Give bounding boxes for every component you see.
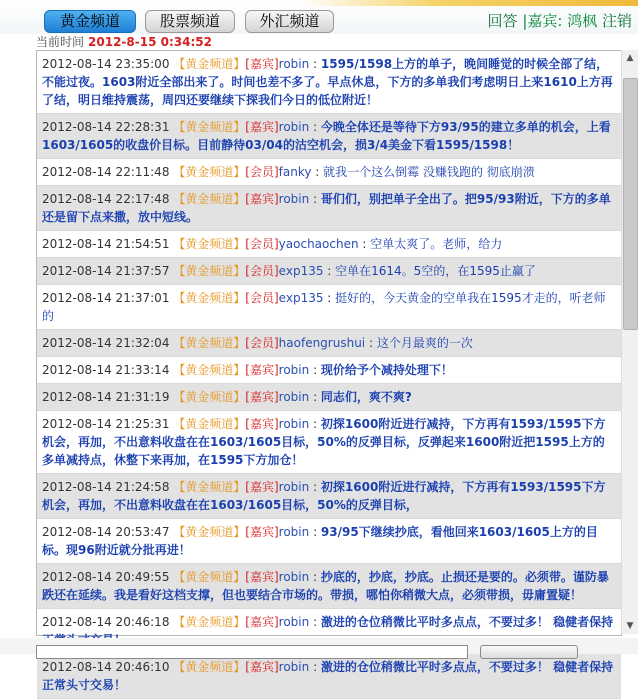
message-role: [会员] — [245, 291, 279, 305]
scroll-up-arrow-icon[interactable]: ▲ — [626, 53, 634, 63]
message-text: 哥们们，别把单子全出了。把95/93附近，下方的多单还是留下点来撒，放中短线。 — [42, 192, 611, 224]
message-channel: 【黄金频道】 — [173, 525, 246, 539]
message-user[interactable]: robin — [278, 390, 310, 404]
message-row: 2012-08-14 21:54:51 【黄金频道】[会员]yaochaochen : 空单太爽了。老师，给力 — [37, 231, 621, 258]
current-time — [36, 35, 212, 49]
message-time: 2012-08-14 23:35:00 — [42, 57, 170, 71]
message-channel: 【黄金频道】 — [173, 336, 246, 350]
message-time: 2012-08-14 22:28:31 — [42, 120, 170, 134]
message-time: 2012-08-14 21:24:58 — [42, 480, 170, 494]
message-user[interactable]: haofengrushui — [278, 336, 366, 350]
message-role: [嘉宾] — [245, 615, 279, 629]
message-text: 这个月最爽的一次 — [376, 336, 473, 350]
message-channel: 【黄金频道】 — [173, 264, 246, 278]
message-user[interactable]: robin — [278, 57, 310, 71]
message-time: 2012-08-14 22:11:48 — [42, 165, 170, 179]
scroll-down-arrow-icon[interactable]: ▼ — [626, 621, 634, 631]
message-role: [嘉宾] — [245, 192, 279, 206]
message-input[interactable] — [36, 645, 468, 659]
message-user[interactable]: yaochaochen — [278, 237, 359, 251]
tab-stock-channel[interactable]: 股票频道 — [145, 10, 235, 33]
message-channel: 【黄金频道】 — [173, 417, 246, 431]
message-channel: 【黄金频道】 — [173, 615, 246, 629]
message-role: [会员] — [245, 336, 279, 350]
message-role: [会员] — [245, 165, 279, 179]
message-time: 2012-08-14 21:32:04 — [42, 336, 170, 350]
message-user[interactable]: robin — [278, 120, 310, 134]
message-row: 2012-08-14 20:49:55 【黄金频道】[嘉宾]robin : 抄底的，抄底，抄底。止损还是要的。必须带。谨防暴跌还在延续。我是看好这档支撑，但也要结合市场的。带损，哪怕你稍微大点，必须带损，毋庸置疑！ — [37, 564, 621, 609]
message-time: 2012-08-14 21:54:51 — [42, 237, 170, 251]
message-row: 2012-08-14 21:25:31 【黄金频道】[嘉宾]robin : 初探1600附近进行减持，下方再有1593/1595下方机会，再加，不出意料收盘在在1603/1605目标，50%的反弹目标，反弹起来1600附近把1595上方的多单减持点，休整下来再加，在1595下方加仓！ — [37, 411, 621, 474]
message-text: 空单在1614。5空的，在1595止赢了 — [335, 264, 536, 278]
message-text: 初探1600附近进行减持，下方再有1593/1595下方机会，再加，不出意料收盘在在1603/1605目标，50%的反弹目标，反弹起来1600附近把1595上方的多单减持点，休整下来再加，在1595下方加仓！ — [42, 417, 606, 467]
message-user[interactable]: robin — [278, 660, 310, 674]
message-user[interactable]: robin — [278, 363, 310, 377]
message-row: 2012-08-14 21:32:04 【黄金频道】[会员]haofengrushui : 这个月最爽的一次 — [37, 330, 621, 357]
message-channel: 【黄金频道】 — [173, 480, 246, 494]
message-role: [嘉宾] — [245, 570, 279, 584]
message-text: 就我一个这么倒霉 没赚钱跑的 彻底崩溃 — [323, 165, 535, 179]
message-role: [嘉宾] — [245, 363, 279, 377]
current-time-value: 2012-8-15 0:34:52 — [88, 35, 212, 49]
message-text: 激进的仓位稍微比平时多点点，不要过多！ 稳健者保持 — [320, 615, 614, 629]
message-time: 2012-08-14 20:46:10 — [42, 660, 170, 674]
guest-name-label: |嘉宾: 鸿枫 — [522, 12, 598, 30]
message-text: 初探1600附近进行减持，下方再有1593/1595下方机会，再加，不出意料收盘在在1603/1605目标，50%的反弹目标， — [42, 480, 606, 512]
message-channel: 【黄金频道】 — [173, 291, 246, 305]
message-text: 挺好的，今天黄金的空单我在1595才走的，听老师的 — [42, 291, 606, 323]
message-text: 同志们，爽不爽? — [320, 390, 412, 404]
message-row: 2012-08-14 20:53:47 【黄金频道】[嘉宾]robin : 93/95下继续抄底，看他回来1603/1605上方的目标。现96附近就分批再进！ — [37, 519, 621, 564]
message-role: [会员] — [245, 237, 279, 251]
message-channel: 【黄金频道】 — [173, 165, 246, 179]
message-role: [嘉宾] — [245, 480, 279, 494]
message-row: 2012-08-14 21:33:14 【黄金频道】[嘉宾]robin : 现价给予个减持处理下！ — [37, 357, 621, 384]
message-role: [嘉宾] — [245, 120, 279, 134]
message-channel: 【黄金频道】 — [173, 363, 246, 377]
message-channel: 【黄金频道】 — [173, 57, 246, 71]
message-role: [嘉宾] — [245, 660, 279, 674]
message-user[interactable]: robin — [278, 480, 310, 494]
message-text: 空单太爽了。老师，给力 — [370, 237, 503, 251]
message-user[interactable]: robin — [278, 615, 310, 629]
message-role: [嘉宾] — [245, 390, 279, 404]
message-role: [嘉宾] — [245, 57, 279, 71]
message-list-scrollbar[interactable] — [621, 50, 638, 634]
message-time: 2012-08-14 20:49:55 — [42, 570, 170, 584]
message-text: 93/95下继续抄底，看他回来1603/1605上方的目标。现96附近就分批再进！ — [42, 525, 598, 557]
message-role: [会员] — [245, 264, 279, 278]
message-role: [嘉宾] — [245, 525, 279, 539]
message-row: 2012-08-14 23:35:00 【黄金频道】[嘉宾]robin : 1595/1598上方的单子，晚间睡觉的时候全部了结，不能过夜。1603附近全部出来了。时间也差不多了。早点休息，下方的多单我们考虑明日上来1610上方再了结，明日维持震荡，周四还要继续下探我们今日的低位附近！ — [37, 51, 621, 114]
message-user[interactable]: robin — [278, 525, 310, 539]
message-text: 激进的仓位稍微比平时多点点，不要过多！ 稳健者保持正常头寸交易！ — [42, 660, 614, 692]
message-list[interactable] — [36, 50, 622, 692]
message-text: 抄底的，抄底，抄底。止损还是要的。必须带。谨防暴跌还在延续。我是看好这档支撑，但也要结合市场的。带损，哪怕你稍微大点，必须带损，毋庸置疑！ — [42, 570, 609, 602]
message-row: 2012-08-14 20:46:18 【黄金频道】[嘉宾]robin : 激进的仓位稍微比平时多点点，不要过多！ 稳健者保持 — [37, 609, 621, 654]
message-row: 2012-08-14 21:24:58 【黄金频道】[嘉宾]robin : 初探1600附近进行减持，下方再有1593/1595下方机会，再加，不出意料收盘在在1603/1605目标，50%的反弹目标， — [37, 474, 621, 519]
logout-link[interactable]: 注销 — [601, 12, 632, 30]
message-role: [嘉宾] — [245, 417, 279, 431]
message-channel: 【黄金频道】 — [173, 390, 246, 404]
message-user[interactable]: robin — [278, 417, 310, 431]
message-row: 2012-08-14 22:28:31 【黄金频道】[嘉宾]robin : 今晚全体还是等待下方93/95的建立多单的机会，上看1603/1605的收盘价目标。目前静待03/04的沽空机会，损3/4美金下看1595/1598！ — [37, 114, 621, 159]
message-time: 2012-08-14 21:37:01 — [42, 291, 170, 305]
tab-gold-channel[interactable]: 黄金频道 — [44, 10, 136, 33]
tab-forex-channel[interactable]: 外汇频道 — [245, 10, 334, 33]
message-row: 2012-08-14 21:37:01 【黄金频道】[会员]exp135 : 挺好的，今天黄金的空单我在1595才走的，听老师的 — [37, 285, 621, 330]
message-channel: 【黄金频道】 — [173, 192, 246, 206]
message-time: 2012-08-14 21:37:57 — [42, 264, 170, 278]
message-time: 2012-08-14 22:17:48 — [42, 192, 170, 206]
message-row: 2012-08-14 21:31:19 【黄金频道】[嘉宾]robin : 同志们，爽不爽? — [37, 384, 621, 411]
message-time: 2012-08-14 21:31:19 — [42, 390, 170, 404]
message-row: 2012-08-14 21:37:57 【黄金频道】[会员]exp135 : 空单在1614。5空的，在1595止赢了 — [37, 258, 621, 285]
message-row: 2012-08-14 22:11:48 【黄金频道】[会员]fanky : 就我一个这么倒霉 没赚钱跑的 彻底崩溃 — [37, 159, 621, 186]
message-user[interactable]: exp135 — [278, 291, 324, 305]
message-user[interactable]: fanky — [278, 165, 312, 179]
scrollbar-thumb[interactable] — [623, 78, 638, 330]
message-channel: 【黄金频道】 — [173, 120, 246, 134]
message-time: 2012-08-14 21:25:31 — [42, 417, 170, 431]
send-button[interactable] — [480, 645, 578, 659]
message-row: 2012-08-14 22:17:48 【黄金频道】[嘉宾]robin : 哥们们，别把单子全出了。把95/93附近，下方的多单还是留下点来撒，放中短线。 — [37, 186, 621, 231]
current-time-label: 当前时间 — [36, 35, 85, 49]
top-nav-bar — [0, 0, 638, 34]
message-time: 2012-08-14 20:53:47 — [42, 525, 170, 539]
message-user[interactable]: robin — [278, 192, 310, 206]
message-user[interactable]: robin — [278, 570, 310, 584]
message-time: 2012-08-14 20:46:18 — [42, 615, 170, 629]
message-text: 1595/1598上方的单子，晚间睡觉的时候全部了结，不能过夜。1603附近全部出来了。时间也差不多了。早点休息，下方的多单我们考虑明日上来1610上方再了结，明日维持震荡，周四还要继续下探我们今日的低位附近！ — [42, 57, 613, 107]
message-channel: 【黄金频道】 — [173, 237, 246, 251]
header-decoration — [300, 0, 638, 6]
message-time: 2012-08-14 21:33:14 — [42, 363, 170, 377]
reply-link[interactable]: 回答 — [487, 12, 518, 30]
message-row: 2012-08-14 20:46:10 【黄金频道】[嘉宾]robin : 激进的仓位稍微比平时多点点，不要过多！ 稳健者保持正常头寸交易！ — [37, 654, 621, 699]
message-channel: 【黄金频道】 — [173, 570, 246, 584]
user-links — [488, 11, 632, 31]
message-user[interactable]: exp135 — [278, 264, 324, 278]
message-channel: 【黄金频道】 — [173, 660, 246, 674]
message-text: 今晚全体还是等待下方93/95的建立多单的机会，上看1603/1605的收盘价目标。目前静待03/04的沽空机会，损3/4美金下看1595/1598！ — [42, 120, 611, 152]
message-text: 现价给予个减持处理下！ — [320, 363, 453, 377]
